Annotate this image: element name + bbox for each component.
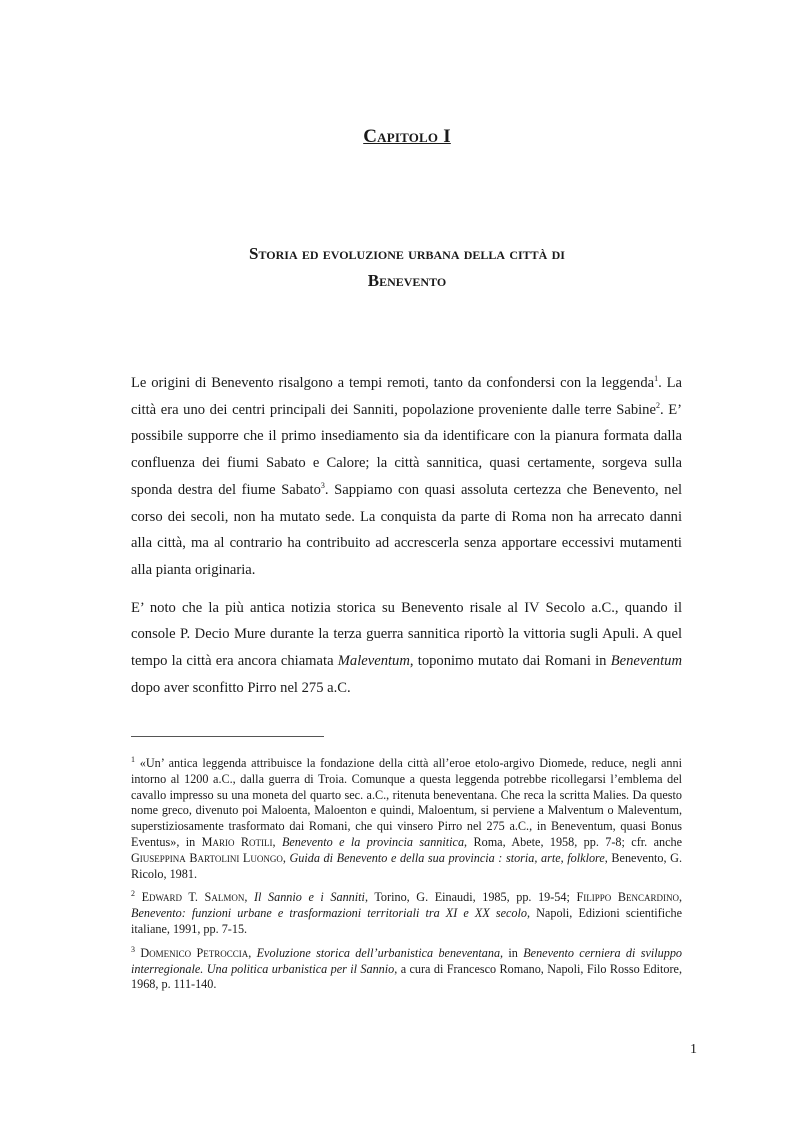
chapter-title: Capitolo I: [363, 126, 451, 147]
footnote-2-text-a: [135, 890, 142, 904]
footnote-3-title-2: Benevento cerniera di sviluppo interregionale. Una politica urbanistica per il Sannio: [131, 945, 683, 976]
paragraph-2-text-a: E’ noto che la più antica notizia storica su Benevento risale al IV Secolo a.C., quando il console P. Decio Mure durante la terza guerra sannitica riportò la vittoria sugli Apuli. A quel tempo la città era ancora chiamata: [131, 599, 682, 670]
footnote-3-text-d: , a cura di Francesco Romano, Napoli, Filo Rosso Editore, 1968, p. 111-140.: [131, 961, 682, 992]
paragraph-1-text-c: . E’ possibile supporre che il primo insediamento sia da identificare con la pianura formata dalla confluenza dei fiumi Sabato e Calore; la città sannitica, quasi certamente, sorgeva sulla sponda destra del fiume Sabato: [131, 401, 682, 498]
paragraph-1-text-d: . Sappiamo con quasi assoluta certezza che Benevento, nel corso dei secoli, non ha mutato sede. La conquista da parte di Roma non ha arrecato danni alla città, ma al contrario ha contribuito ad accrescerla senza apportare eccessivi mutamenti alla pianta originaria.: [131, 481, 683, 578]
footnote-1-text-a: «Un’ antica leggenda attribuisce la fondazione della città all’eroe etolo-argivo Diomede, reduce, negli anni intorno al 1200 a.C., dalla guerra di Troia. Comunque a questa leggenda potrebbe ricollegarsi l’emblema del cavallo impresso su una moneta del quarto sec. a.C., ritenuta beneventana. Che reca la scritta Malies. Da questo nome greco, divenuto poi Maloenta, Maloenton e quindi, Maloentum, si perviene a Malventum o Maleventum, superstiziosamente trasformato dai Romani, che qui vinsero Pirro nel 275 a.C., in Beneventum, quasi Bonus Eventus», in: [131, 756, 682, 849]
footnotes: [131, 756, 682, 993]
footnote-2-text-c: , Torino, G. Einaudi, 1985, pp. 19-54;: [364, 890, 577, 905]
footnote-1-title-1: Benevento e la provincia sannitica: [281, 834, 465, 849]
footnote-2-number: 2: [131, 889, 135, 899]
footnote-2-title-2: Benevento: funzioni urbane e trasformazioni territoriali tra XI e XX secolo: [131, 906, 527, 921]
footnote-3-title-1: Evoluzione storica dell’urbanistica beneventana,: [256, 945, 504, 960]
footnote-1-text-d: ,: [282, 850, 290, 865]
footnote-1-title-2: Guida di Benevento e della sua provincia : storia, arte, folklore: [289, 850, 605, 865]
body-text: [131, 370, 682, 701]
paragraph-1-text-b: . La città era uno dei centri principali dei Sanniti, popolazione proveniente dalle terre Sabine: [131, 375, 682, 418]
paragraph-2: [131, 595, 682, 702]
footnote-1-text-b: ,: [272, 834, 282, 849]
paragraph-2-italic-maleventum: Maleventum: [337, 653, 410, 670]
footnote-2-text-b: ,: [244, 890, 254, 905]
footnote-2-text-e: , Napoli, Edizioni scientifiche italiane, 1991, pp. 7-15.: [131, 906, 682, 936]
footnote-3-number: 3: [131, 944, 135, 954]
paragraph-2-text-c: dopo aver sconfitto Pirro nel 275 a.C.: [131, 679, 351, 696]
paragraph-2-text-b: , toponimo mutato dai Romani in: [409, 653, 611, 670]
footnote-1-text-c: , Roma, Abete, 1958, pp. 7-8; cfr. anche: [464, 834, 682, 849]
footnote-2-author-2: Filippo Bencardino: [576, 890, 679, 905]
footnote-2-title-1: Il Sannio e i Sanniti: [253, 890, 365, 905]
footnote-3-author-1: Domenico Petroccia: [140, 945, 249, 960]
paragraph-2-italic-beneventum: Beneventum: [610, 653, 682, 670]
section-title: [150, 240, 664, 294]
footnote-ref-2: 2: [655, 400, 660, 410]
footnote-separator: [131, 736, 324, 737]
footnote-2-author-1: Edward T. Salmon: [141, 890, 245, 905]
footnote-1-text-e: , Benevento, G. Ricolo, 1981.: [131, 850, 683, 881]
footnote-1-author-2: Giuseppina Bartolini Luongo: [131, 850, 283, 865]
page-number: 1: [690, 1042, 697, 1057]
footnote-ref-3: 3: [320, 480, 325, 490]
footnote-3: [131, 946, 682, 993]
footnote-2-text-d: ,: [678, 890, 683, 905]
footnote-ref-1: 1: [654, 374, 659, 384]
section-title-line1: Storia ed evoluzione urbana della città di: [249, 244, 565, 263]
paragraph-1-text-a: Le origini di Benevento risalgono a tempi remoti, tanto da confondersi con la leggenda: [131, 375, 655, 391]
paragraph-1: [131, 370, 682, 584]
section-title-line2: Benevento: [367, 271, 447, 290]
footnote-1-author-1: Mario Rotili: [201, 834, 273, 849]
footnote-2: [131, 890, 682, 937]
footnote-1-number: 1: [131, 754, 135, 764]
footnote-3-text-c: in: [503, 945, 524, 960]
footnote-3-text-b: ,: [248, 945, 257, 960]
footnote-1: [131, 756, 682, 882]
